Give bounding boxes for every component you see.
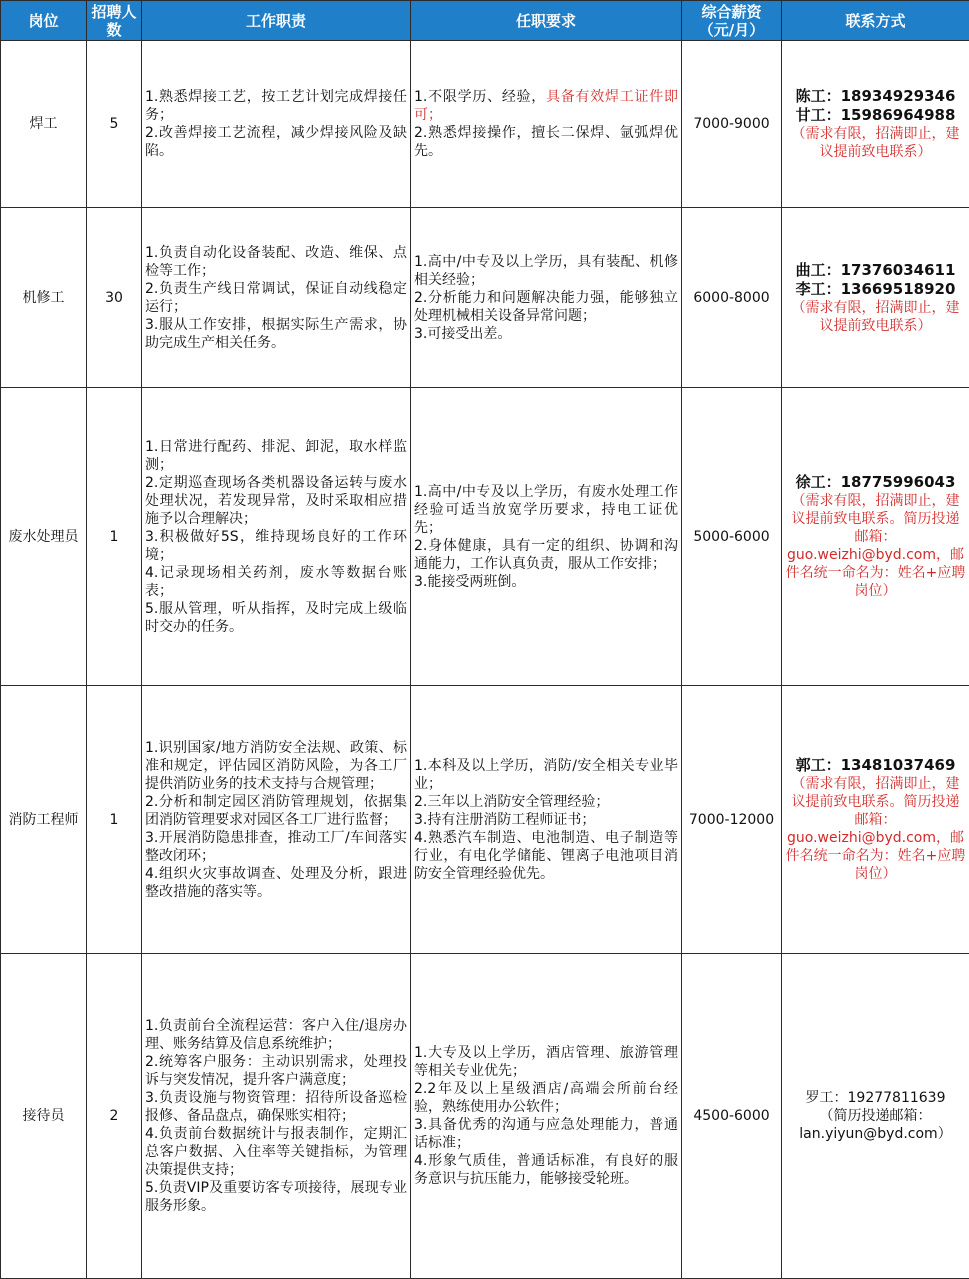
requirement-highlight: 具备有效焊工证件即可；: [414, 89, 678, 123]
requirements-cell: [411, 954, 682, 1279]
table-row: [1, 388, 969, 686]
requirement-item: 1.大专及以上学历，酒店管理、旅游管理等相关专业优先；: [414, 1044, 678, 1080]
table-row: [1, 41, 969, 208]
duty-item: 5.负责VIP及重要访客专项接待，展现专业服务形象。: [145, 1179, 407, 1215]
position-cell: 废水处理员: [1, 388, 87, 686]
requirement-item: 2.2年及以上星级酒店/高端会所前台经验，熟练使用办公软件；: [414, 1080, 678, 1116]
duty-item: 1.负责自动化设备装配、改造、维保、点检等工作；: [145, 244, 407, 280]
contact-person: 罗工：19277811639: [785, 1089, 966, 1107]
count-cell: 1: [87, 686, 142, 954]
duty-item: 3.开展消防隐患排查，推动工厂/车间落实整改闭环；: [145, 829, 407, 865]
requirement-text: 1.不限学历、经验，: [414, 89, 546, 105]
requirement-item: 2.分析能力和问题解决能力强，能够独立处理机械相关设备异常问题；: [414, 289, 678, 325]
duty-item: 1.日常进行配药、排泥、卸泥，取水样监测；: [145, 438, 407, 474]
contact-note: （需求有限，招满即止，建议提前致电联系）: [785, 299, 966, 335]
duty-item: 2.负责生产线日常调试，保证自动线稳定运行；: [145, 280, 407, 316]
requirement-item: 2.身体健康，具有一定的组织、协调和沟通能力，工作认真负责，服从工作安排；: [414, 537, 678, 573]
position-cell: 接待员: [1, 954, 87, 1279]
requirement-item: 1.高中/中专及以上学历，有废水处理工作经验可适当放宽学历要求，持电工证优先；: [414, 483, 678, 537]
contact-cell: [782, 208, 969, 388]
duty-item: 4.组织火灾事故调查、处理及分析，跟进整改措施的落实等。: [145, 865, 407, 901]
duty-item: 1.熟悉焊接工艺，按工艺计划完成焊接任务；: [145, 88, 407, 124]
salary-cell: 7000-9000: [682, 41, 782, 208]
requirement-item: 3.持有注册消防工程师证书；: [414, 811, 678, 829]
requirement-item: 3.可接受出差。: [414, 325, 678, 343]
duty-item: 2.定期巡查现场各类机器设备运转与废水处理状况，若发现异常，及时采取相应措施予以合理解决；: [145, 474, 407, 528]
requirement-item: 3.能接受两班倒。: [414, 573, 678, 591]
duty-item: 4.记录现场相关药剂，废水等数据台账表；: [145, 564, 407, 600]
duty-item: 3.负责设施与物资管理：招待所设备巡检报修、备品盘点，确保账实相符；: [145, 1089, 407, 1125]
contact-note: （需求有限，招满即止，建议提前致电联系。简历投递邮箱：guo.weizhi@byd.com，邮件名统一命名为：姓名+应聘岗位）: [785, 492, 966, 600]
contact-cell: [782, 41, 969, 208]
table-row: [1, 954, 969, 1279]
duties-cell: [142, 388, 411, 686]
duty-item: 1.负责前台全流程运营：客户入住/退房办理、账务结算及信息系统维护；: [145, 1017, 407, 1053]
contact-person: 甘工：15986964988: [785, 106, 966, 125]
position-cell: 消防工程师: [1, 686, 87, 954]
contact-person: 陈工：18934929346: [785, 87, 966, 106]
duty-item: 2.分析和制定园区消防管理规划，依据集团消防管理要求对园区各工厂进行监督；: [145, 793, 407, 829]
duty-item: 3.积极做好5S，维持现场良好的工作环境；: [145, 528, 407, 564]
contact-cell: [782, 388, 969, 686]
requirements-cell: [411, 686, 682, 954]
duties-cell: [142, 686, 411, 954]
count-cell: 2: [87, 954, 142, 1279]
header-requirements: 任职要求: [411, 1, 682, 41]
salary-cell: 4500-6000: [682, 954, 782, 1279]
requirement-item: 2.三年以上消防安全管理经验；: [414, 793, 678, 811]
header-duties: 工作职责: [142, 1, 411, 41]
header-salary: 综合薪资（元/月）: [682, 1, 782, 41]
contact-note: （需求有限，招满即止，建议提前致电联系）: [785, 125, 966, 161]
duty-item: 1.识别国家/地方消防安全法规、政策、标准和规定，评估园区消防风险，为各工厂提供消防业务的技术支持与合规管理；: [145, 739, 407, 793]
salary-cell: 7000-12000: [682, 686, 782, 954]
count-cell: 1: [87, 388, 142, 686]
salary-cell: 5000-6000: [682, 388, 782, 686]
duty-item: 2.改善焊接工艺流程，减少焊接风险及缺陷。: [145, 124, 407, 160]
header-count: 招聘人数: [87, 1, 142, 41]
requirements-cell: [411, 388, 682, 686]
duty-item: 2.统筹客户服务：主动识别需求，处理投诉与突发情况，提升客户满意度；: [145, 1053, 407, 1089]
contact-person: 李工：13669518920: [785, 280, 966, 299]
duty-item: 5.服从管理，听从指挥，及时完成上级临时交办的任务。: [145, 600, 407, 636]
requirement-item: 1.高中/中专及以上学历，具有装配、机修相关经验；: [414, 253, 678, 289]
header-contact: 联系方式: [782, 1, 969, 41]
duties-cell: [142, 41, 411, 208]
header-row: [1, 1, 969, 41]
duties-cell: [142, 208, 411, 388]
table-row: [1, 686, 969, 954]
requirements-cell: [411, 208, 682, 388]
duty-item: 4.负责前台数据统计与报表制作，定期汇总客户数据、入住率等关键指标，为管理决策提供支持；: [145, 1125, 407, 1179]
contact-person: 徐工：18775996043: [785, 473, 966, 492]
requirement-item: 3.具备优秀的沟通与应急处理能力，普通话标准；: [414, 1116, 678, 1152]
requirement-item: 4.熟悉汽车制造、电池制造、电子制造等行业，有电化学储能、锂离子电池项目消防安全管理经验优先。: [414, 829, 678, 883]
position-cell: 焊工: [1, 41, 87, 208]
contact-person: 郭工：13481037469: [785, 756, 966, 775]
requirement-item: 2.熟悉焊接操作，擅长二保焊、氩弧焊优先。: [414, 124, 678, 160]
requirement-item: 1.本科及以上学历，消防/安全相关专业毕业；: [414, 757, 678, 793]
count-cell: 30: [87, 208, 142, 388]
contact-note: （需求有限，招满即止，建议提前致电联系。简历投递邮箱：guo.weizhi@byd.com，邮件名统一命名为：姓名+应聘岗位）: [785, 775, 966, 883]
requirements-cell: [411, 41, 682, 208]
contact-note: （简历投递邮箱：lan.yiyun@byd.com）: [785, 1107, 966, 1143]
count-cell: 5: [87, 41, 142, 208]
table-row: [1, 208, 969, 388]
header-position: 岗位: [1, 1, 87, 41]
contact-cell: [782, 954, 969, 1279]
requirement-item: [414, 88, 678, 124]
duties-cell: [142, 954, 411, 1279]
position-cell: 机修工: [1, 208, 87, 388]
contact-person: 曲工：17376034611: [785, 261, 966, 280]
requirement-item: 4.形象气质佳，普通话标准，有良好的服务意识与抗压能力，能够接受轮班。: [414, 1152, 678, 1188]
salary-cell: 6000-8000: [682, 208, 782, 388]
duty-item: 3.服从工作安排，根据实际生产需求，协助完成生产相关任务。: [145, 316, 407, 352]
contact-cell: [782, 686, 969, 954]
